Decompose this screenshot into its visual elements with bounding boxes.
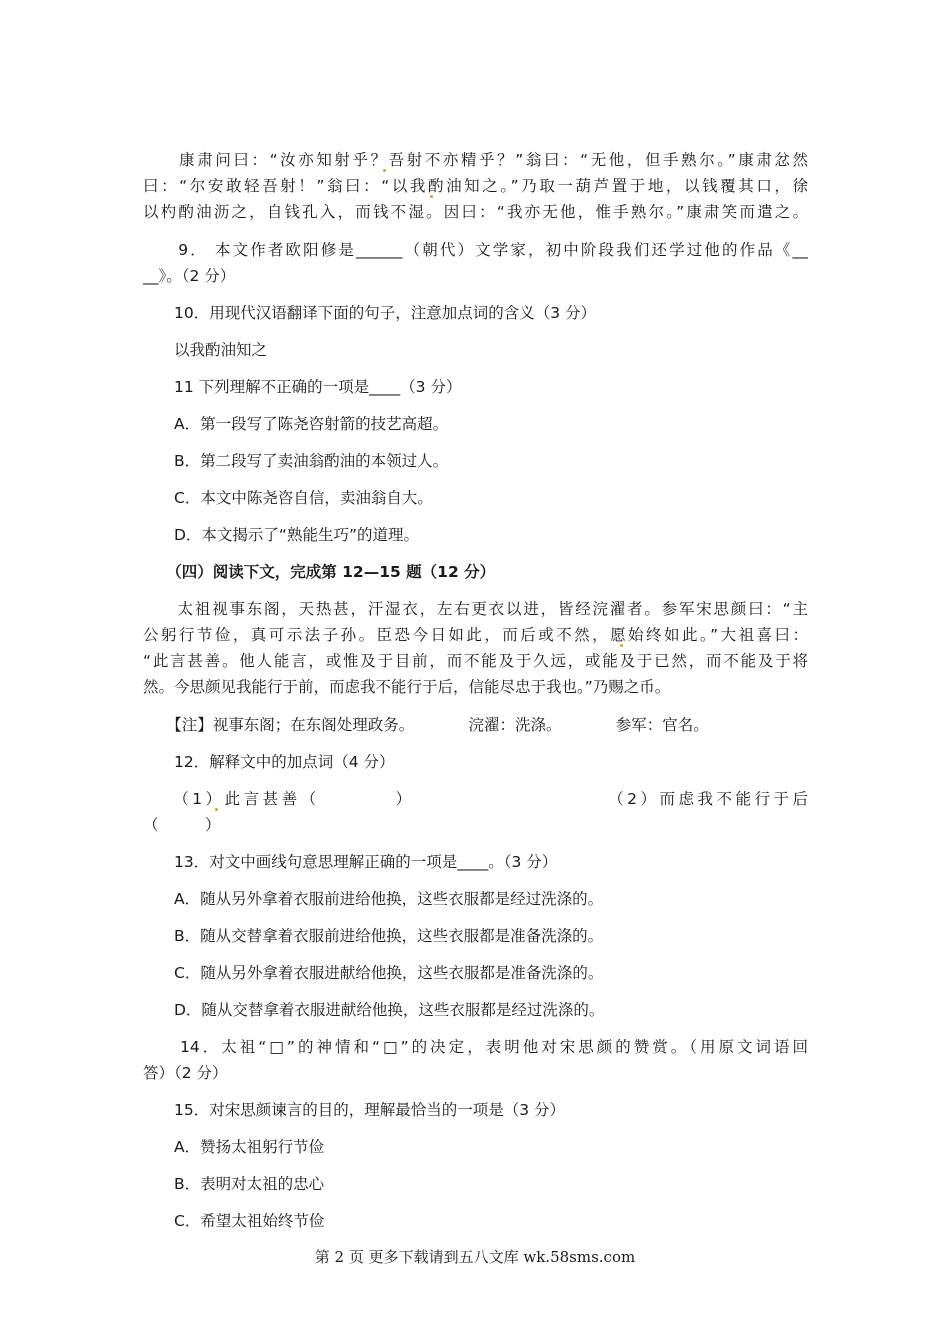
question-13-option-a: A．随从另外拿着衣服前进给他换，这些衣服都是经过洗涤的。	[143, 890, 604, 908]
question-14-line-2: 答）（2 分）	[143, 1064, 228, 1082]
question-13: 13．对文中画线句意思理解正确的一项是____。（3 分）	[143, 853, 558, 871]
question-11-option-c: C．本文中陈尧咨自信，卖油翁自大。	[143, 489, 433, 507]
question-11: 11 下列理解不正确的一项是____（3 分）	[143, 378, 462, 396]
emphasis-dot	[215, 808, 218, 811]
annotation-note: 【注】视事东阁；在东阁处理政务。 浣濯：洗涤。 参军：官名。	[143, 716, 709, 734]
question-13-option-b: B．随从交替拿着衣服前进给他换，这些衣服都是准备洗涤的。	[143, 927, 604, 945]
question-10-sentence: 以我酌油知之	[143, 341, 268, 359]
question-11-option-d: D．本文揭示了“熟能生巧”的道理。	[143, 526, 419, 544]
emphasis-dot	[383, 169, 386, 172]
question-11-option-b: B．第二段写了卖油翁酌油的本领过人。	[143, 452, 449, 470]
question-13-option-c: C．随从另外拿着衣服进献给他换，这些衣服都是准备洗涤的。	[143, 964, 604, 982]
passage-line-1: 康肃问曰：“汝亦知射乎？吾射不亦精乎？”翁曰：“无他，但手熟尔。”康肃忿然	[143, 151, 808, 169]
passage-2-line-3: “此言甚善。他人能言，或惟及于目前，而不能及于久远，或能及于已然，而不能及于将	[143, 652, 808, 670]
question-14-line-1: 14．太祖“□”的神情和“□”的决定，表明他对宋思颜的赞赏。（用原文词语回	[143, 1038, 808, 1056]
passage-line-2: 曰：“尔安敢轻吾射！”翁曰：“以我酌油知之。”乃取一葫芦置于地，以钱覆其口，徐	[143, 177, 808, 195]
question-10: 10．用现代汉语翻译下面的句子，注意加点词的含义（3 分）	[143, 304, 597, 322]
emphasis-dot	[430, 195, 433, 198]
question-9-line-2: __》。（2 分）	[143, 267, 236, 285]
question-15-option-c: C．希望太祖始终节俭	[143, 1212, 325, 1230]
question-15: 15．对宋思颜谏言的目的，理解最恰当的一项是（3 分）	[143, 1101, 566, 1119]
passage-2-line-4: 然。今思颜见我能行于前，而虑我不能行于后，信能尽忠于我也。”乃赐之币。	[143, 678, 671, 696]
question-11-option-a: A．第一段写了陈尧咨射箭的技艺高超。	[143, 415, 449, 433]
passage-line-3: 以杓酌油沥之，自钱孔入，而钱不湿。因曰：“我亦无他，惟手熟尔。”康肃笑而遣之。	[143, 203, 808, 221]
question-15-option-a: A．赞扬太祖躬行节俭	[143, 1138, 325, 1156]
passage-2-line-1: 太祖视事东阁，天热甚，汗湿衣，左右更衣以进，皆经浣濯者。参军宋思颜曰：“主	[143, 600, 808, 618]
question-12-items-cont: （ ）	[143, 816, 221, 834]
question-15-option-b: B．表明对太祖的忠心	[143, 1175, 325, 1193]
question-12: 12．解释文中的加点词（4 分）	[143, 753, 395, 771]
question-13-option-d: D．随从交替拿着衣服进献给他换，这些衣服都是经过洗涤的。	[143, 1001, 605, 1019]
page-footer: 第 2 页 更多下载请到五八文库 wk.58sms.com	[314, 1248, 636, 1266]
question-9-line-1: 9． 本文作者欧阳修是______（朝代）文学家，初中阶段我们还学过他的作品《__	[143, 241, 808, 259]
passage-2-line-2: 公躬行节俭，真可示法子孙。臣恐今日如此，而后或不然，愿始终如此。”大祖喜曰：	[143, 626, 808, 644]
emphasis-dot	[620, 644, 623, 647]
section-4-heading: （四）阅读下文，完成第 12—15 题（12 分）	[143, 563, 496, 581]
question-12-items: （1）此言甚善（ ） （2）而虑我不能行于后	[143, 790, 808, 808]
